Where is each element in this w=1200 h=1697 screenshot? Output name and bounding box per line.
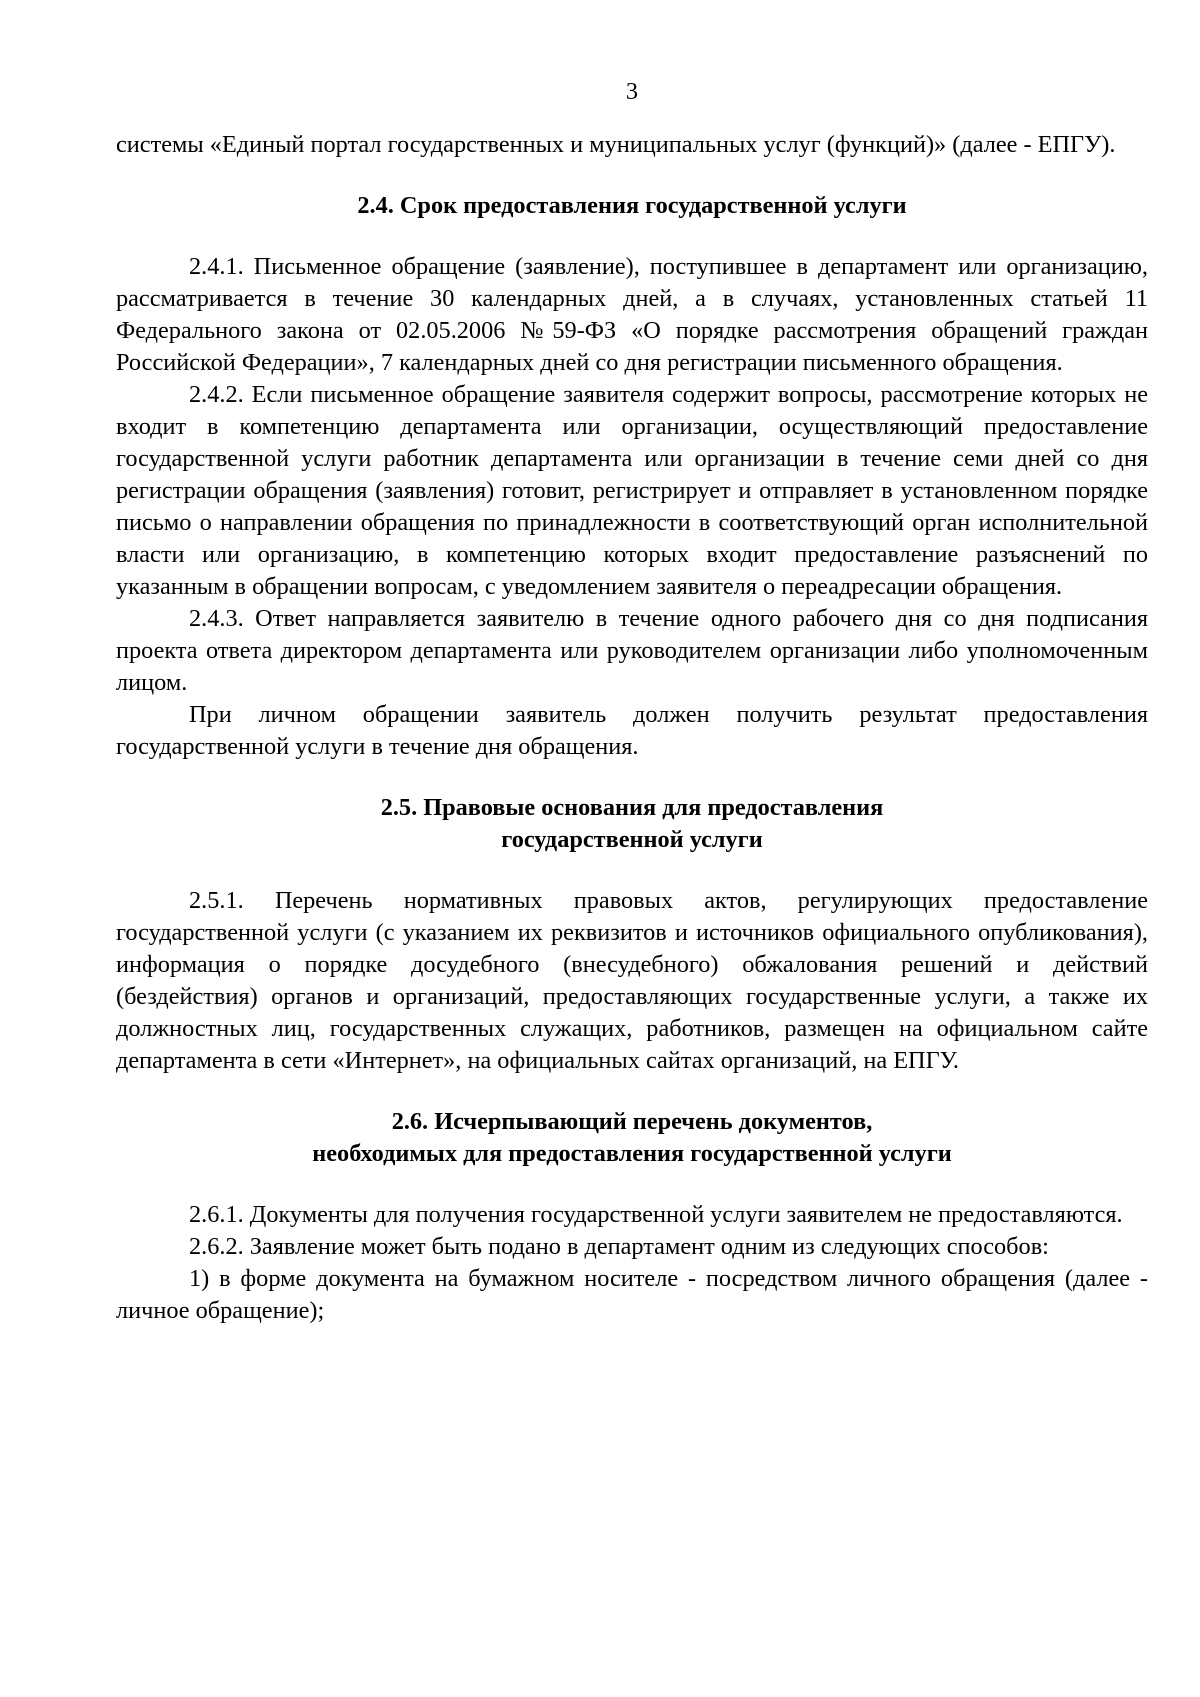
section-2-6-heading-line2: необходимых для предоставления государственной услуги xyxy=(312,1140,952,1167)
paragraph-2-4-personal: При личном обращении заявитель должен получить результат предоставления государственной услуги в течение дня обращения. xyxy=(116,701,1148,760)
intro-paragraph: системы «Единый портал государственных и муниципальных услуг (функций)» (далее - ЕПГУ). xyxy=(116,131,1116,158)
page-number: 3 xyxy=(625,78,639,105)
section-2-6-heading xyxy=(116,1106,1148,1170)
section-2-5-heading-line2: государственной услуги xyxy=(501,826,763,853)
paragraph-2-4-3: 2.4.3. Ответ направляется заявителю в течение одного рабочего дня со дня подписания проекта ответа директором департамента или руководителем организации либо уполномоченным лицом. xyxy=(116,605,1148,696)
section-2-5-heading-line1: 2.5. Правовые основания для предоставления xyxy=(380,794,884,821)
section-2-4-heading: 2.4. Срок предоставления государственной услуги xyxy=(357,192,907,219)
document-page xyxy=(116,76,1148,1327)
paragraph-2-5-1: 2.5.1. Перечень нормативных правовых актов, регулирующих предоставление государственной услуги (с указанием их реквизитов и источников официального опубликования), информация о порядке досудебного (внесудебного) обжалования решений и действий (бездействия) органов и организаций, предоставляющих государственные услуги, а также их должностных лиц, государственных служащих, работников, размещен на официальном сайте департамента в сети «Интернет», на официальных сайтах организаций, на ЕПГУ. xyxy=(116,887,1148,1074)
paragraph-2-4-1: 2.4.1. Письменное обращение (заявление), поступившее в департамент или организацию, рассматривается в течение 30 календарных дней, а в случаях, установленных статьей 11 Федерального закона от 02.05.2006 №59-ФЗ «О порядке рассмотрения обращений граждан Российской Федерации», 7 календарных дней со дня регистрации письменного обращения. xyxy=(116,253,1148,376)
section-2-6-heading-line1: 2.6. Исчерпывающий перечень документов, xyxy=(391,1108,873,1135)
paragraph-2-4-2: 2.4.2. Если письменное обращение заявителя содержит вопросы, рассмотрение которых не входит в компетенцию департамента или организации, осуществляющий предоставление государственной услуги работник департамента или организации в течение семи дней со дня регистрации обращения (заявления) готовит, регистрирует и отправляет в установленном порядке письмо о направлении обращения по принадлежности в соответствующий орган исполнительной власти или организацию, в компетенцию которых входит предоставление разъяснений по указанным в обращении вопросам, с уведомлением заявителя о переадресации обращения. xyxy=(116,381,1148,600)
paragraph-2-6-1: 2.6.1. Документы для получения государственной услуги заявителем не предоставляются. xyxy=(189,1201,1123,1228)
paragraph-2-6-2-item-1: 1) в форме документа на бумажном носителе - посредством личного обращения (далее - личное обращение); xyxy=(116,1265,1148,1324)
section-2-5-heading xyxy=(116,792,1148,856)
paragraph-2-6-2: 2.6.2. Заявление может быть подано в департамент одним из следующих способов: xyxy=(189,1233,1049,1260)
